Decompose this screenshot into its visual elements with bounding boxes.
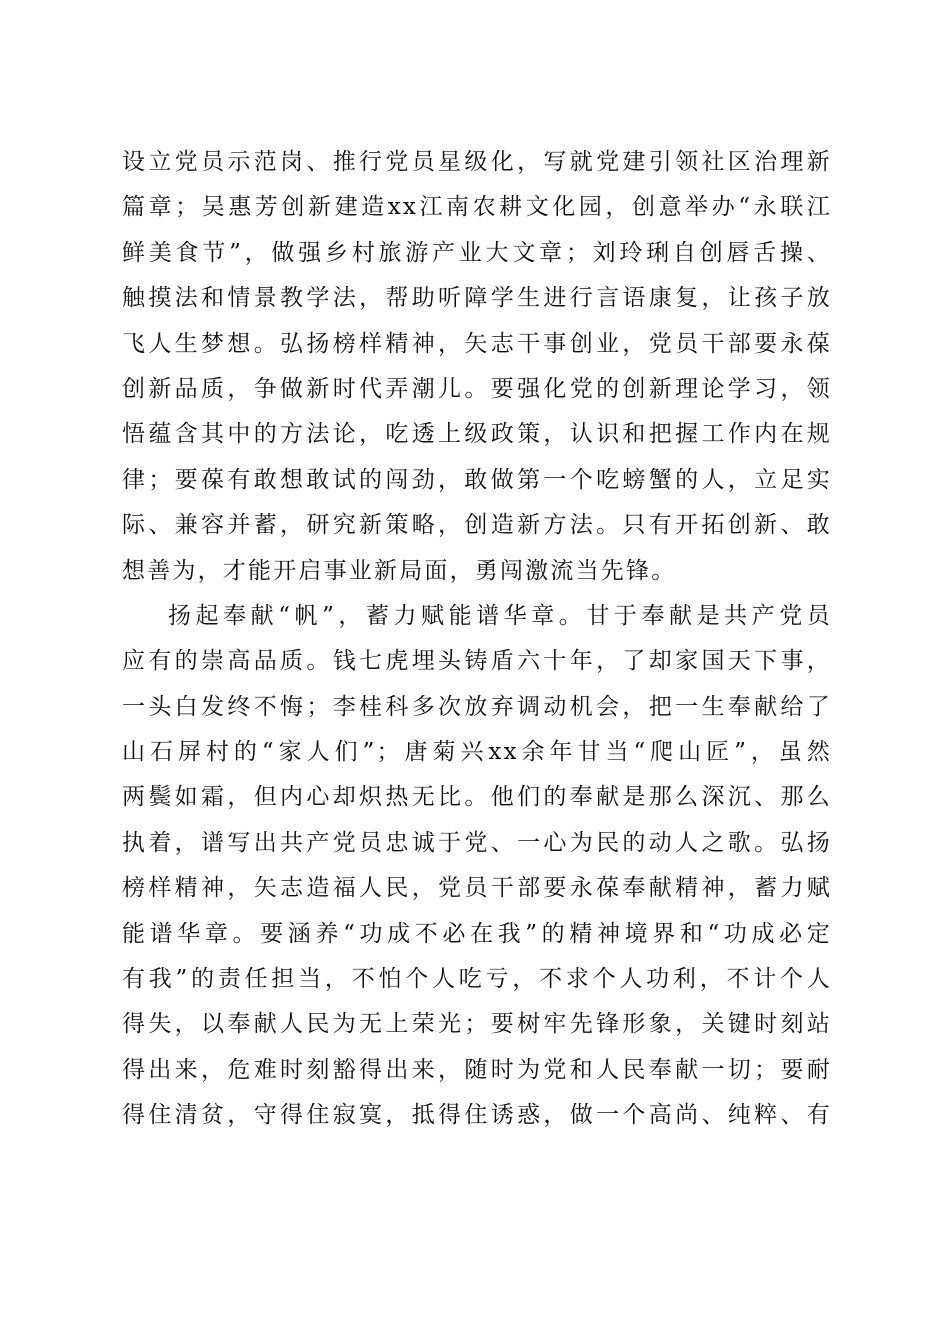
text-line: 得出来，危难时刻豁得出来，随时为党和人民奉献一切；要耐 [122,1056,832,1083]
text-line: 律；要葆有敢想敢试的闯劲，敢做第一个吃螃蟹的人，立足实 [122,466,832,493]
text-line: 扬起奉献“帆”，蓄力赋能谱华章。甘于奉献是共产党员 [168,602,832,629]
text-line: 执着，谱写出共产党员忠诚于党、一心为民的动人之歌。弘扬 [122,829,832,856]
text-line: 得住清贫，守得住寂寞，抵得住诱惑，做一个高尚、纯粹、有 [122,1102,832,1129]
text-line: 两鬓如霜，但内心却炽热无比。他们的奉献是那么深沉、那么 [122,784,832,811]
text-line: 山石屏村的“家人们”；唐菊兴xx余年甘当“爬山匠”，虽然 [122,739,832,766]
text-line: 设立党员示范岗、推行党员星级化，写就党建引领社区治理新 [122,149,832,175]
text-line: 飞人生梦想。弘扬榜样精神，矢志干事创业，党员干部要永葆 [122,330,832,357]
text-line: 际、兼容并蓄，研究新策略，创造新方法。只有开拓创新、敢 [122,512,832,539]
text-line: 榜样精神，矢志造福人民，党员干部要永葆奉献精神，蓄力赋 [122,875,832,902]
body-text [122,140,832,1139]
text-line: 有我”的责任担当，不怕个人吃亏，不求个人功利，不计个人 [122,966,832,993]
text-line: 篇章；吴惠芳创新建造xx江南农耕文化园，创意举办“永联江 [122,194,832,221]
text-line: 一头白发终不悔；李桂科多次放弃调动机会，把一生奉献给了 [122,693,832,720]
text-line: 创新品质，争做新时代弄潮儿。要强化党的创新理论学习，领 [122,375,832,402]
text-line: 鲜美食节”，做强乡村旅游产业大文章；刘玲琍自创唇舌操、 [122,239,832,266]
paragraph-dedication [122,594,832,1139]
text-line: 得失，以奉献人民为无上荣光；要树牢先锋形象，关键时刻站 [122,1011,832,1038]
paragraph-innovation [122,140,832,594]
text-line: 想善为，才能开启事业新局面，勇闯激流当先锋。 [122,557,677,584]
text-line: 触摸法和情景教学法，帮助听障学生进行言语康复，让孩子放 [122,285,832,312]
text-line: 能谱华章。要涵养“功成不必在我”的精神境界和“功成必定 [122,920,832,947]
text-line: 应有的崇高品质。钱七虎埋头铸盾六十年，了却家国天下事， [122,648,832,675]
text-line: 悟蕴含其中的方法论，吃透上级政策，认识和把握工作内在规 [122,421,832,448]
